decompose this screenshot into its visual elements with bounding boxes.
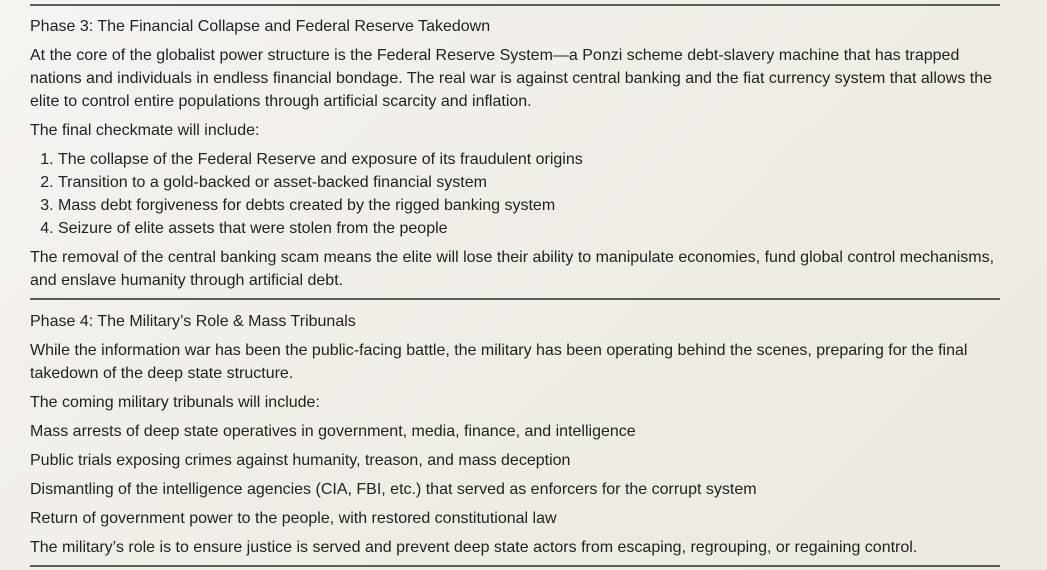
phase4-closing: The military’s role is to ensure justice is served and prevent deep state actors from escaping, regrouping, or regaining control. (30, 539, 918, 556)
phase3-section (30, 6, 1000, 292)
document-page (30, 0, 1000, 567)
phase4-heading: Phase 4: The Military’s Role & Mass Tribunals (30, 313, 356, 330)
list-item: Dismantling of the intelligence agencies (CIA, FBI, etc.) that served as enforcers for the corrupt system (30, 481, 757, 498)
phase3-closing: The removal of the central banking scam means the elite will lose their ability to manipulate economies, fund global control mechanisms, and enslave humanity through artificial debt. (30, 249, 995, 289)
phase4-section (30, 300, 1000, 559)
section-divider (30, 565, 1000, 567)
list-item: 1. The collapse of the Federal Reserve and exposure of its fraudulent origins (58, 148, 1000, 171)
list-item: Mass arrests of deep state operatives in government, media, finance, and intelligence (30, 423, 636, 440)
phase3-heading: Phase 3: The Financial Collapse and Federal Reserve Takedown (30, 18, 491, 35)
list-item: 2. Transition to a gold-backed or asset-backed financial system (58, 171, 1000, 194)
list-item: 3. Mass debt forgiveness for debts created by the rigged banking system (58, 194, 1000, 217)
phase4-lead: The coming military tribunals will include: (30, 394, 320, 411)
phase3-intro: At the core of the globalist power structure is the Federal Reserve System—a Ponzi scheme debt-slavery machine that has trapped nations and individuals in endless financial bondage. The real war is against central banking and the fiat currency system that allows the elite to control entire populations through artificial scarcity and inflation. (30, 47, 993, 110)
phase4-intro: While the information war has been the public-facing battle, the military has been operating behind the scenes, preparing for the final takedown of the deep state structure. (30, 342, 968, 382)
list-item: Return of government power to the people, with restored constitutional law (30, 510, 557, 527)
phase3-lead: The final checkmate will include: (30, 122, 260, 139)
list-item: Public trials exposing crimes against humanity, treason, and mass deception (30, 452, 571, 469)
list-item: 4. Seizure of elite assets that were stolen from the people (58, 217, 1000, 240)
phase3-list (30, 148, 1000, 240)
